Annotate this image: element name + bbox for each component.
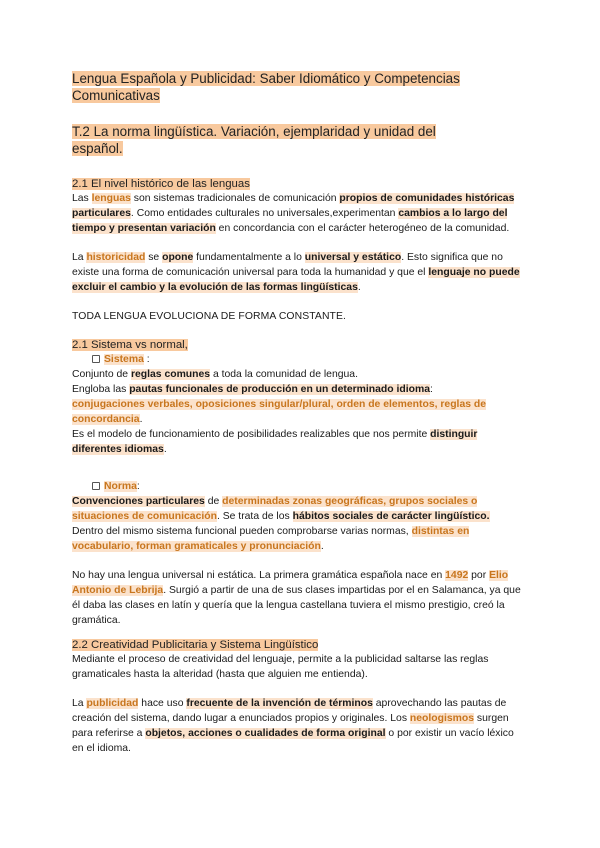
title-line-2: Comunicativas [72, 88, 160, 103]
sistema-line-3: conjugaciones verbales, oposiciones singular/plural, orden de elementos, reglas de concordancia. [72, 399, 487, 425]
document-title [72, 70, 526, 104]
sistema-line-4: Es el modelo de funcionamiento de posibilidades realizables que nos permite distinguir diferentes idiomas. [72, 429, 478, 455]
sistema-label-row: Sistema : [72, 352, 526, 367]
title-line-1: Lengua Española y Publicidad: Saber Idiomático y Competencias [72, 71, 460, 86]
norma-line-2: Dentro del mismo sistema funcional pueden comprobarse varias normas, distintas en vocabulario, forman gramaticales y pronunciación. [72, 526, 470, 552]
sistema-line-1: Conjunto de reglas comunes a toda la comunidad de lengua. [72, 369, 358, 380]
topic-title-line-2: español. [72, 141, 123, 156]
checkbox-icon[interactable] [92, 482, 100, 490]
sistema-label: Sistema [104, 354, 144, 365]
paragraph-gramatica: No hay una lengua universal ni estática. La primera gramática española nace en 1492 por Elio Antonio de Lebrija. Surgió a partir de una de sus clases impartidas por el en Salamanca, ya que él daba las clases en latín y quería que la lengua castellana tuviera el mismo prestigio, creó la gramática. [72, 570, 521, 626]
section-heading-creatividad: 2.2 Creatividad Publicitaria y Sistema Lingüístico [72, 639, 319, 651]
norma-label-row: Norma: [72, 479, 526, 494]
sistema-line-2: Engloba las pautas funcionales de producción en un determinado idioma: [72, 384, 433, 395]
checkbox-icon[interactable] [92, 355, 100, 363]
paragraph-creatividad: Mediante el proceso de creatividad del lenguaje, permite a la publicidad saltarse las reglas gramaticales hasta la alteridad (hasta que alguien me entienda). [72, 654, 489, 680]
topic-title [72, 123, 526, 157]
paragraph-historicidad: La historicidad se opone fundamentalmente a lo universal y estático. Esto significa que no existe una forma de comunicación universal para toda la humanidad y que el lenguaje no puede excluir el cambio y la evolución de las formas lingüísticas. [72, 252, 520, 293]
section-heading-historical: 2.1 El nivel histórico de las lenguas [72, 178, 250, 190]
norma-line-1: Convenciones particulares de determinadas zonas geográficas, grupos sociales o situaciones de comunicación. Se trata de los hábitos sociales de carácter lingüístico. [72, 496, 490, 522]
norma-label: Norma [104, 481, 137, 492]
paragraph-lenguas: Las lenguas son sistemas tradicionales de comunicación propios de comunidades históricas particulares. Como entidades culturales no universales,experimentan cambios a lo largo del tiempo y presentan variación en concordancia con el carácter heterogéneo de la comunidad. [72, 193, 515, 234]
paragraph-toda-lengua: TODA LENGUA EVOLUCIONA DE FORMA CONSTANTE. [72, 311, 347, 322]
paragraph-publicidad: La publicidad hace uso frecuente de la invención de términos aprovechando las pautas de creación del sistema, dando lugar a enunciados propios y originales. Los neologismos surgen para referirse a objetos, acciones o cualidades de forma original o por existir un vacío léxico en el idioma. [72, 698, 514, 754]
section-heading-sistema-norma: 2.1 Sistema vs normal, [72, 339, 188, 351]
topic-title-line-1: T.2 La norma lingüística. Variación, ejemplaridad y unidad del [72, 124, 436, 139]
